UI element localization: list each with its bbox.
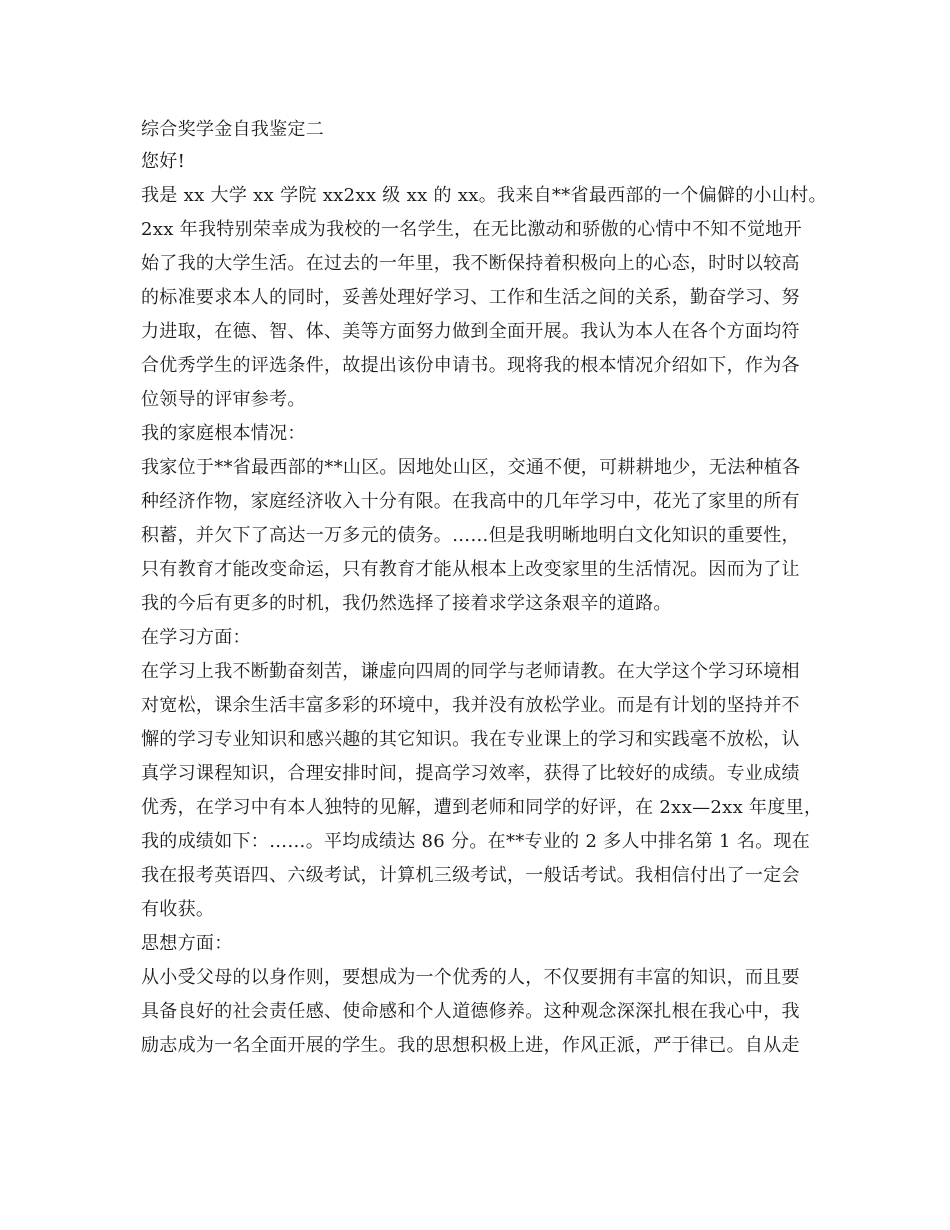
body-line: 种经济作物，家庭经济收入十分有限。在我高中的几年学习中，花光了家里的所有: [141, 491, 800, 512]
body-line: 只有教育才能改变命运，只有教育才能从根本上改变家里的生活情况。因而为了让: [141, 559, 800, 580]
body-line: 始了我的大学生活。在过去的一年里，我不断保持着积极向上的心态，时时以较高: [141, 253, 800, 274]
body-line: 优秀，在学习中有本人独特的见解，遭到老师和同学的好评，在 2xx—2xx 年度里，: [141, 797, 823, 818]
body-line: 我的今后有更多的时机，我仍然选择了接着求学这条艰辛的道路。: [141, 593, 672, 614]
document-title: 综合奖学金自我鉴定二: [141, 119, 324, 140]
body-line: 从小受父母的以身作则，要想成为一个优秀的人，不仅要拥有丰富的知识，而且要: [141, 967, 800, 988]
body-line: 合优秀学生的评选条件，故提出该份申请书。现将我的根本情况介绍如下，作为各: [141, 355, 800, 376]
body-line: 我的成绩如下：……。平均成绩达 86 分。在**专业的 2 多人中排名第 1 名。现在: [141, 831, 811, 852]
body-line: 具备良好的社会责任感、使命感和个人道德修养。这种观念深深扎根在我心中，我: [141, 1001, 800, 1022]
body-line: 积蓄，并欠下了高达一万多元的债务。……但是我明晰地明白文化知识的重要性，: [141, 525, 800, 546]
body-line: 真学习课程知识，合理安排时间，提高学习效率，获得了比较好的成绩。专业成绩: [141, 763, 800, 784]
body-line: 有收获。: [141, 899, 215, 920]
body-line: 2xx 年我特别荣幸成为我校的一名学生，在无比激动和骄傲的心情中不知不觉地开: [141, 219, 802, 240]
body-line: 的标准要求本人的同时，妥善处理好学习、工作和生活之间的关系，勤奋学习、努: [141, 287, 800, 308]
body-line: 对宽松，课余生活丰富多彩的环境中，我并没有放松学业。而是有计划的坚持并不: [141, 695, 800, 716]
greeting-line: 您好!: [141, 151, 186, 172]
section-heading-study: 在学习方面：: [141, 627, 251, 648]
section-heading-thought: 思想方面：: [141, 933, 233, 954]
section-heading-family: 我的家庭根本情况：: [141, 423, 306, 444]
body-line: 我在报考英语四、六级考试，计算机三级考试，一般话考试。我相信付出了一定会: [141, 865, 800, 886]
body-line: 我家位于**省最西部的**山区。因地处山区，交通不便，可耕耕地少，无法种植各: [141, 457, 801, 478]
body-line: 励志成为一名全面开展的学生。我的思想积极上进，作风正派，严于律已。自从走: [141, 1035, 800, 1056]
body-line: 位领导的评审参考。: [141, 389, 306, 410]
body-line: 懈的学习专业知识和感兴趣的其它知识。我在专业课上的学习和实践毫不放松，认: [141, 729, 800, 750]
body-line: 在学习上我不断勤奋刻苦，谦虚向四周的同学与老师请教。在大学这个学习环境相: [141, 661, 800, 682]
body-line: 力进取，在德、智、体、美等方面努力做到全面开展。我认为本人在各个方面均符: [141, 321, 800, 342]
body-line: 我是 xx 大学 xx 学院 xx2xx 级 xx 的 xx。我来自**省最西部的一个偏僻的小山村。: [141, 185, 827, 206]
